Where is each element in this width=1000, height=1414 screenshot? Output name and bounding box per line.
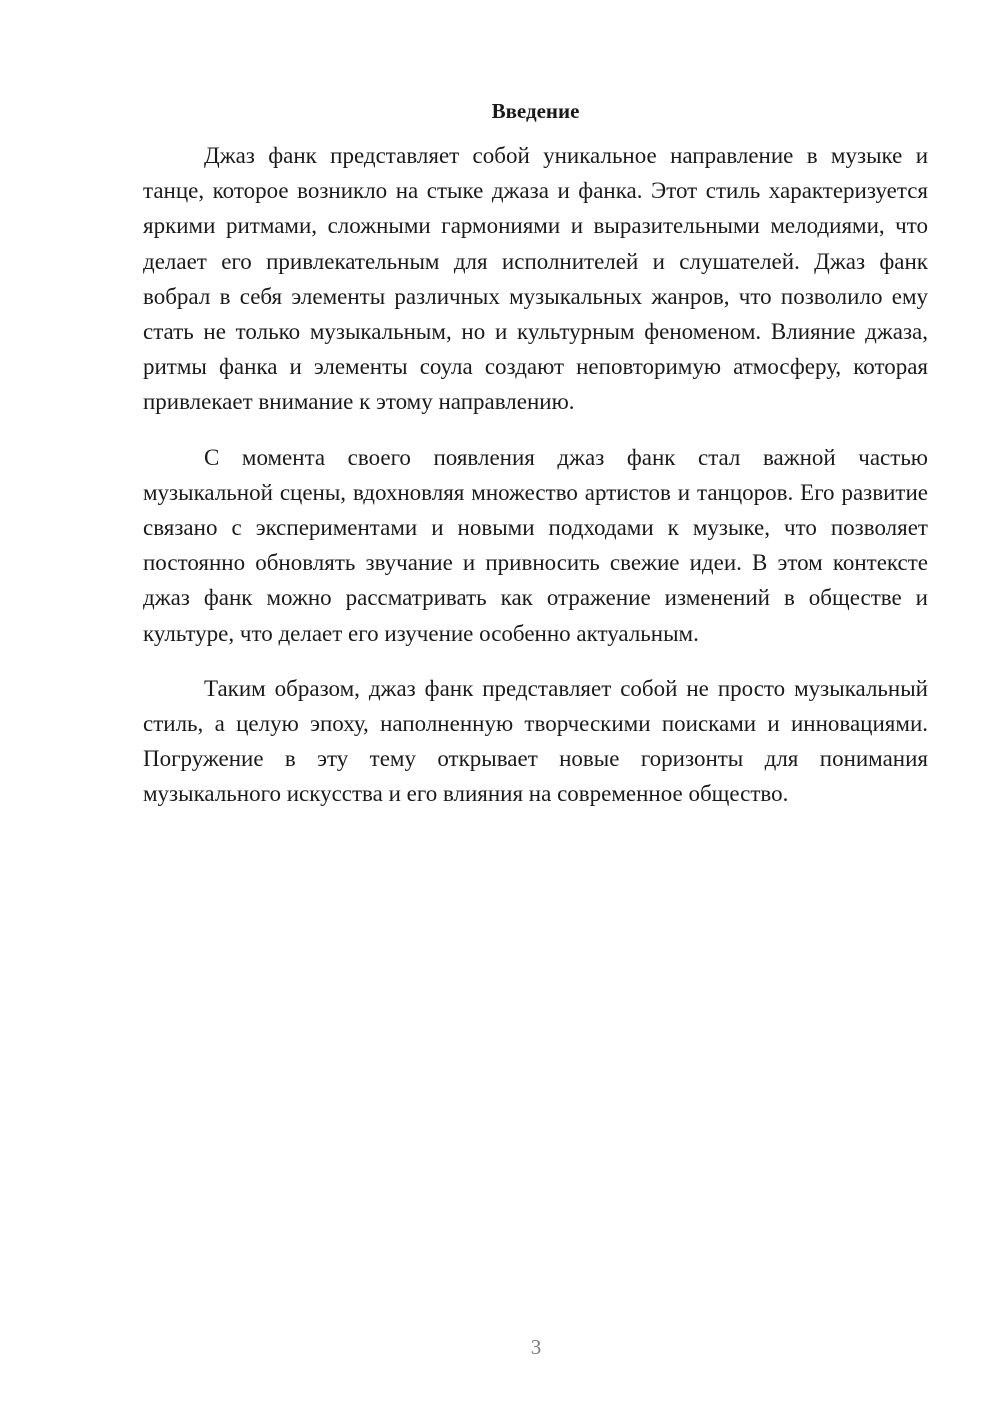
paragraph-3: Таким образом, джаз фанк представляет собой не просто музыкальный стиль, а целую эпоху, наполненную творческими поисками и инновациями. Погружение в эту тему открывает новые горизонты для понимания музыкального искусства и его влияния на современное общество. — [143, 675, 928, 807]
page-content — [143, 96, 928, 832]
section-heading: Введение — [491, 99, 580, 123]
paragraph-1: Джаз фанк представляет собой уникальное направление в музыке и танце, которое возникло на стыке джаза и фанка. Этот стиль характеризуется яркими ритмами, сложными гармониями и выразительными мелодиями, что делает его привлекательным для исполнителей и слушателей. Джаз фанк вобрал в себя элементы различных музыкальных жанров, что позволило ему стать не только музыкальным, но и культурным феноменом. Влияние джаза, ритмы фанка и элементы соула создают неповторимую атмосферу, которая привлекает внимание к этому направлению. — [143, 143, 928, 415]
page-number: 3 — [530, 1335, 542, 1359]
paragraph-2: С момента своего появления джаз фанк стал важной частью музыкальной сцены, вдохновляя множество артистов и танцоров. Его развитие связано с экспериментами и новыми подходами к музыке, что позволяет постоянно обновлять звучание и привносить свежие идеи. В этом контексте джаз фанк можно рассматривать как отражение изменений в обществе и культуре, что делает его изучение особенно актуальным. — [143, 444, 928, 646]
